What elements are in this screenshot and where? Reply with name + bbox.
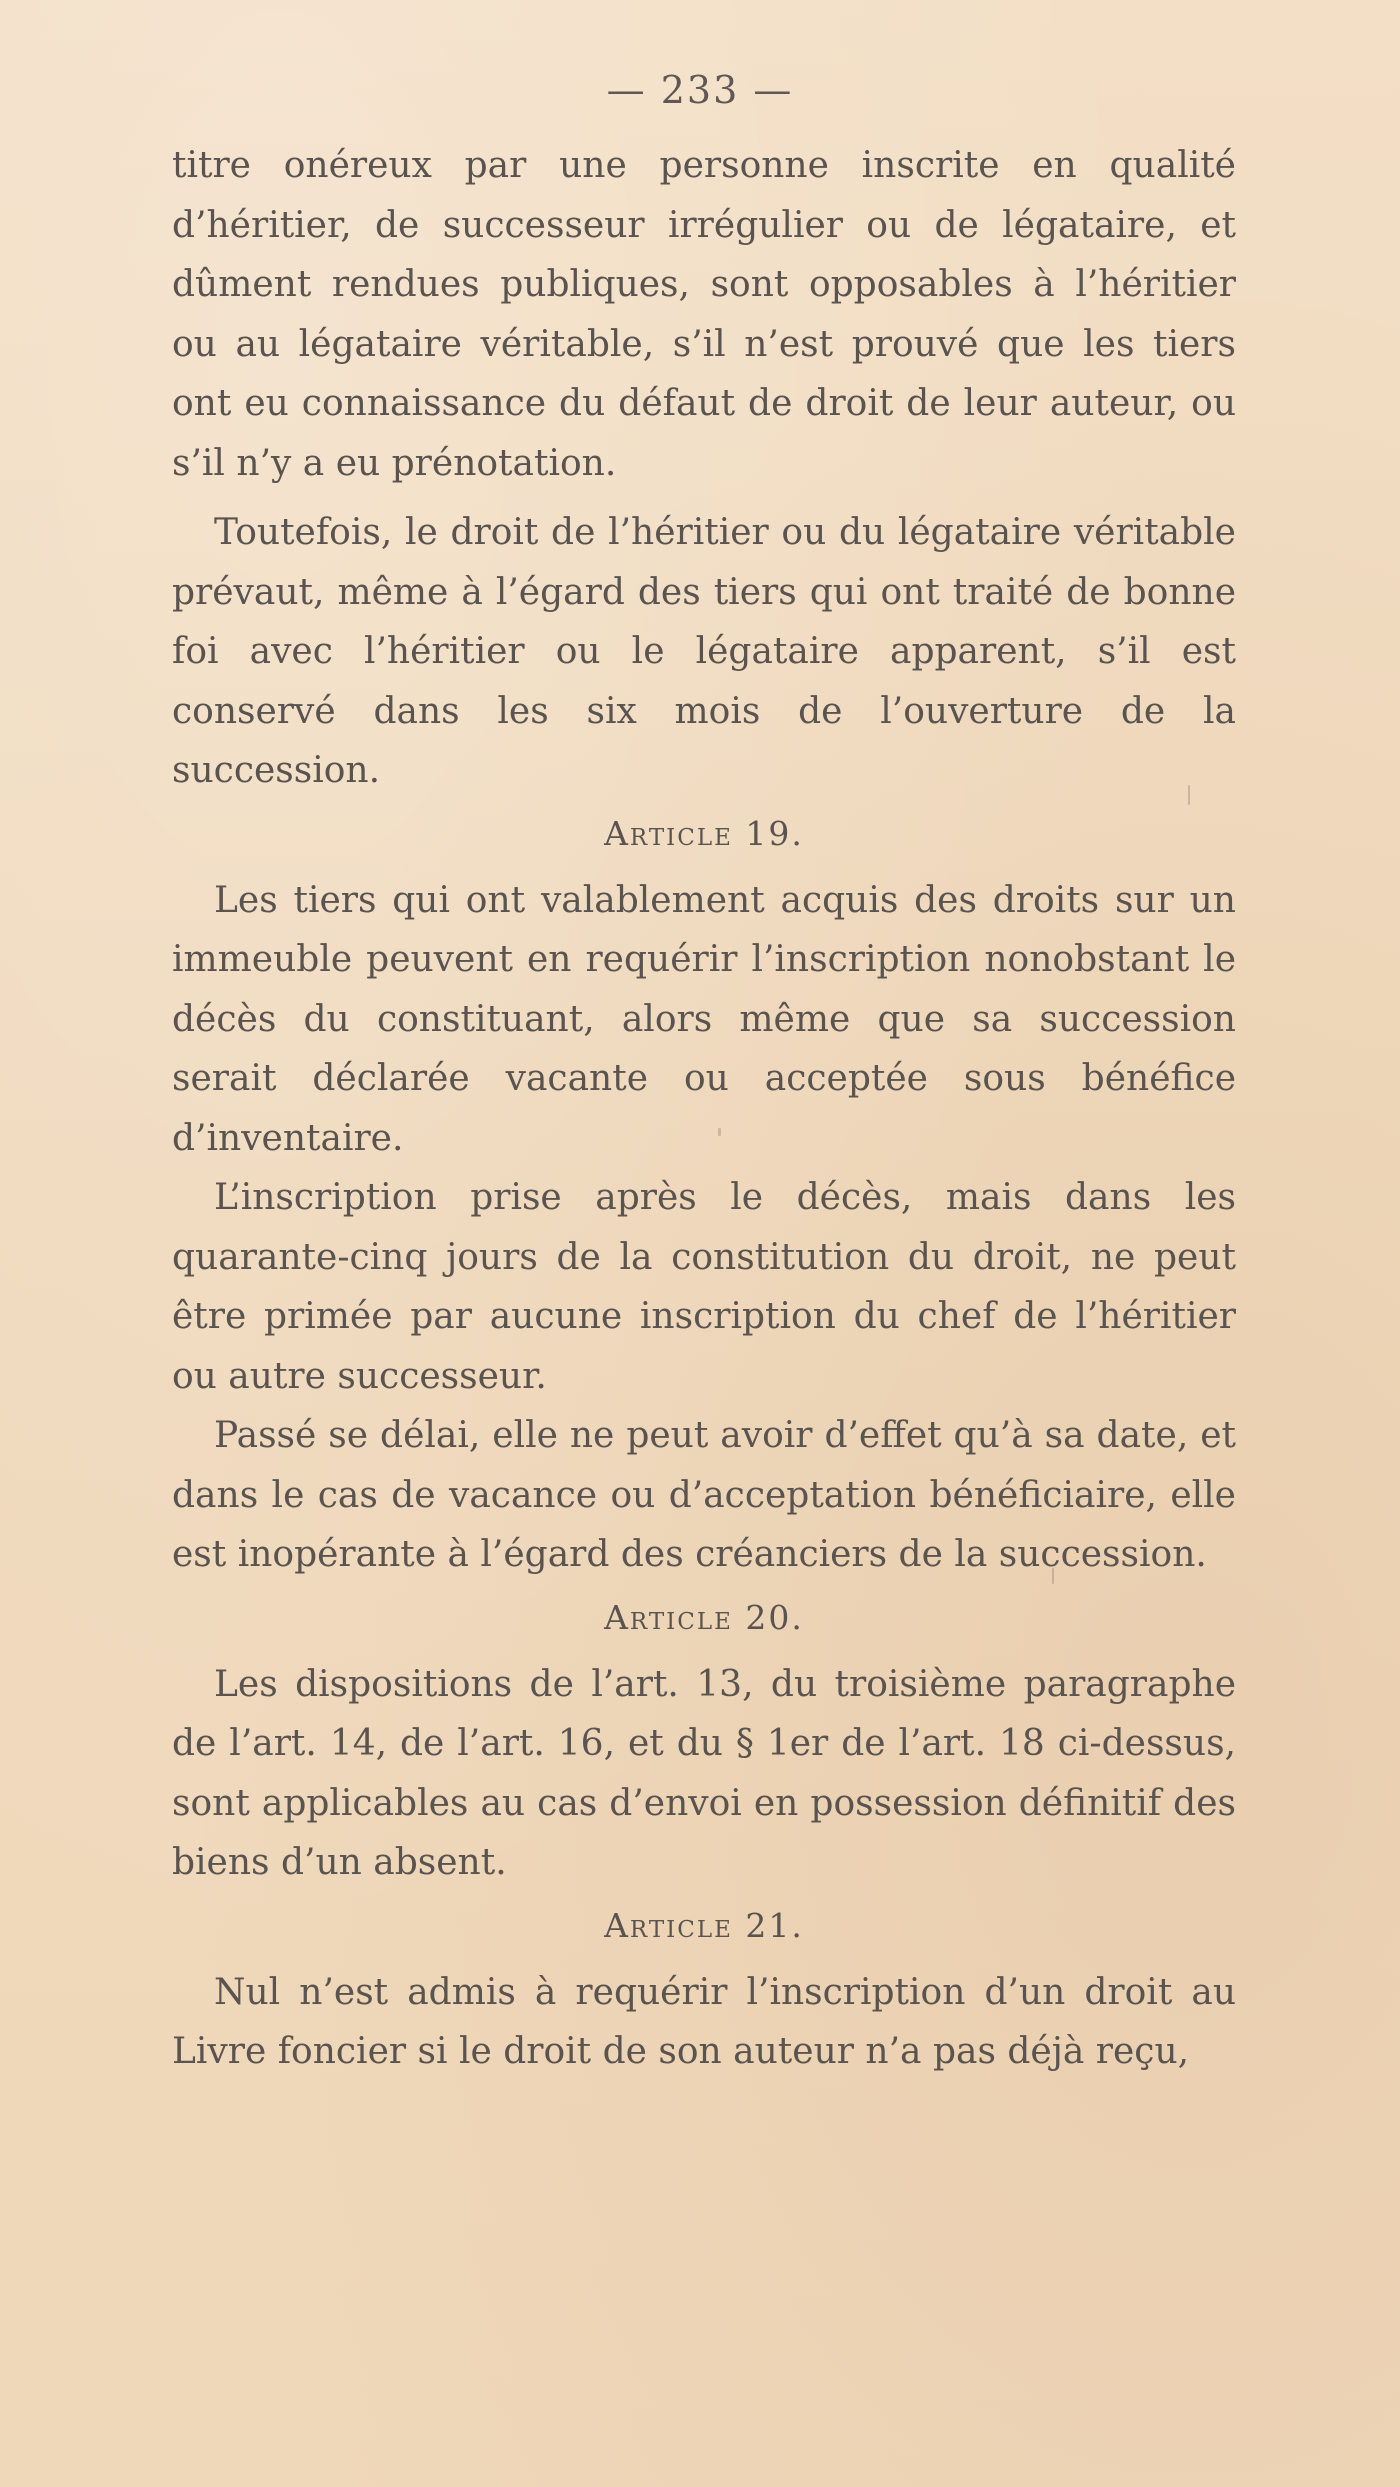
paragraph-article-19-2: L’inscription prise après le décès, mais dans les quarante-cinq jours de la constitution du droit, ne peut être primée par aucune inscription du chef de l’héritier ou autre successeur. <box>172 1177 1236 1397</box>
paragraph-article-20: Les dispositions de l’art. 13, du troisième paragraphe de l’art. 14, de l’art. 16, et du § 1er de l’art. 18 ci-dessus, sont applicables au cas d’envoi en possession définitif des biens d’un absent. <box>172 1663 1236 1883</box>
article-19-heading: Article 19. <box>604 813 804 853</box>
page-body <box>172 136 1236 2082</box>
paragraph-article-19-3: Passé se délai, elle ne peut avoir d’effet qu’à sa date, et dans le cas de vacance ou d’acceptation bénéficiaire, elle est inopérante à l’égard des créanciers de la succession. <box>172 1415 1236 1575</box>
paragraph-continuation: titre onéreux par une personne inscrite en qualité d’héritier, de successeur irrégulier ou de légataire, et dûment rendues publiques, sont opposables à l’héritier ou au légataire véritable, s’il n’est prouvé que les tiers ont eu connaissance du défaut de droit de leur auteur, ou s’il n’y a eu prénotation. <box>172 145 1236 484</box>
paragraph-toutefois: Toutefois, le droit de l’héritier ou du légataire véritable prévaut, même à l’égard des tiers qui ont traité de bonne foi avec l’héritier ou le légataire apparent, s’il est conservé dans les six mois de l’ouverture de la succession. <box>172 512 1236 791</box>
paragraph-article-19-1: Les tiers qui ont valablement acquis des droits sur un immeuble peuvent en requérir l’inscription nonobstant le décès du constituant, alors même que sa succession serait déclarée vacante ou acceptée sous bénéfice d’inventaire. <box>172 879 1236 1159</box>
paragraph-article-21: Nul n’est admis à requérir l’inscription d’un droit au Livre foncier si le droit de son auteur n’a pas déjà reçu, <box>172 1971 1236 2072</box>
print-speck <box>718 1128 721 1136</box>
print-speck <box>1188 785 1190 805</box>
article-20-heading: Article 20. <box>604 1597 804 1637</box>
page-number: — 233 — <box>606 68 794 112</box>
article-21-heading: Article 21. <box>604 1905 804 1945</box>
print-speck <box>1052 1568 1054 1584</box>
